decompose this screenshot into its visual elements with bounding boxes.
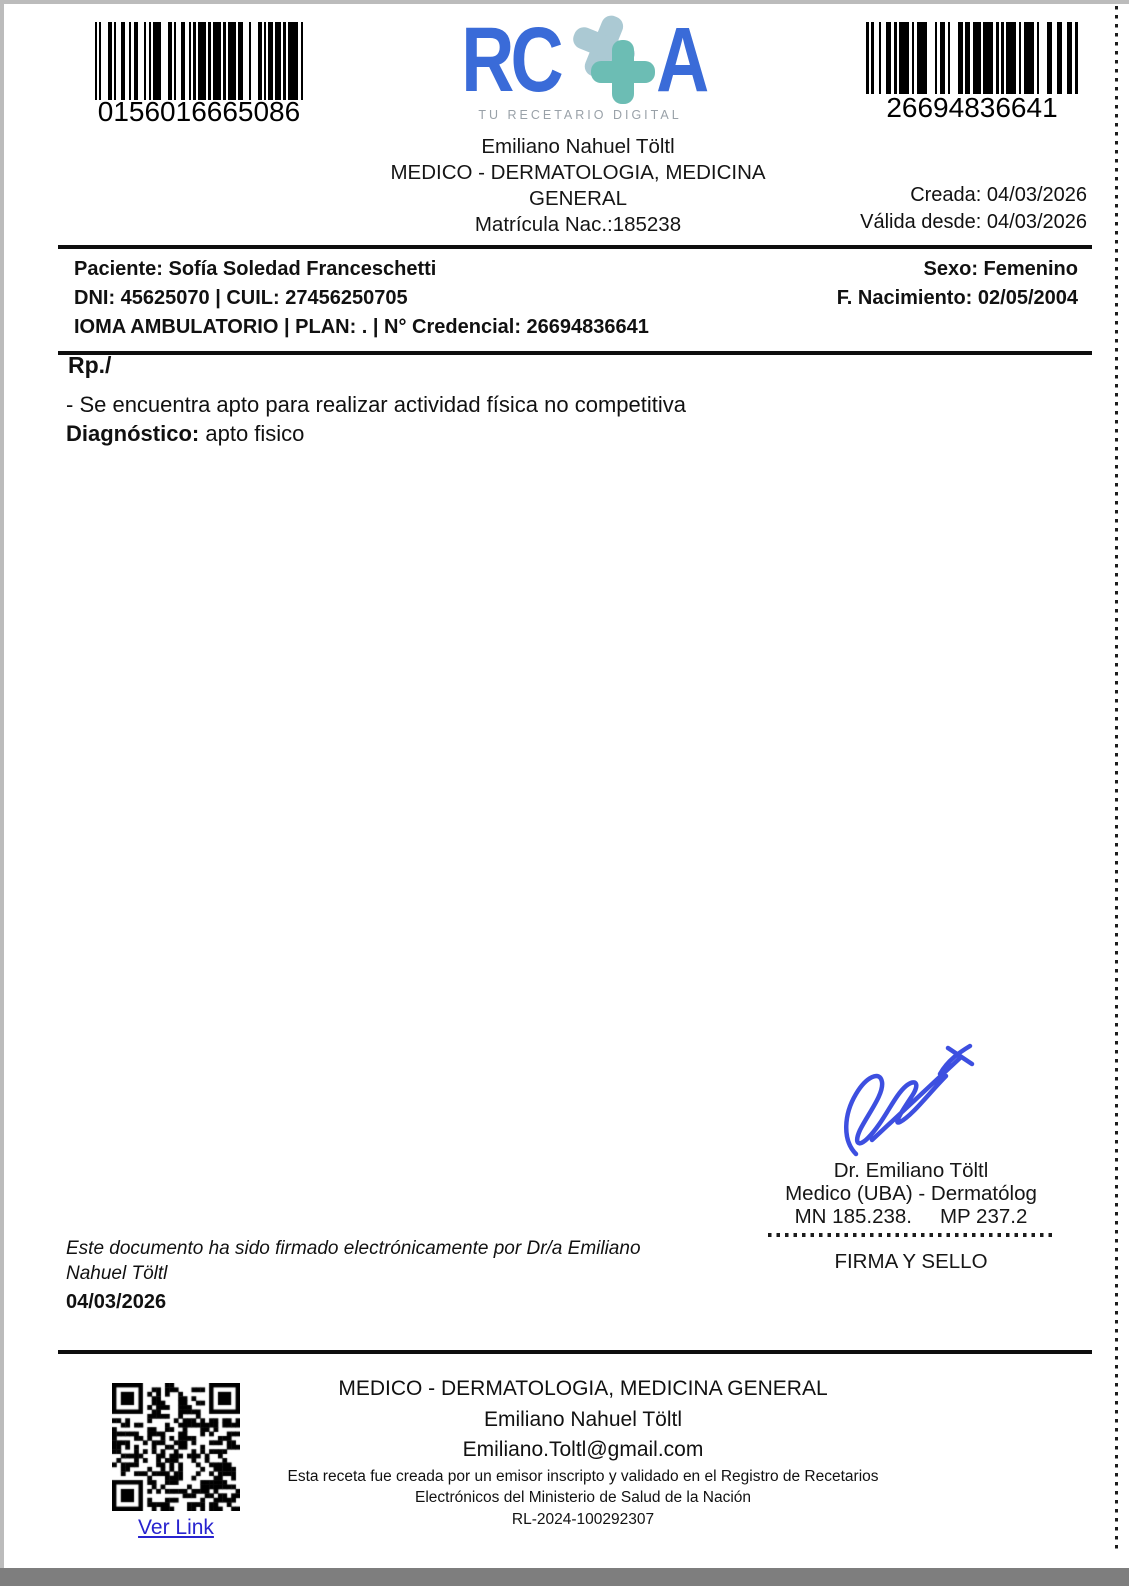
barcode-right-number: 26694836641 <box>886 92 1058 123</box>
perforation-dotted-line <box>1115 6 1118 1550</box>
barcode-right <box>866 22 1078 94</box>
signature-doctor-name: Dr. Emiliano Töltl <box>833 1159 989 1182</box>
patient-detail-line: Paciente: Sofía Soledad Franceschetti <box>74 258 437 280</box>
medical-cross-icon <box>562 13 660 107</box>
footer-registry-line: RL-2024-100292307 <box>511 1510 655 1528</box>
signature-dotted-line <box>768 1233 1054 1237</box>
diagnosis-line <box>66 421 304 447</box>
license-mn: MN 185.238. <box>794 1205 912 1228</box>
signature-doctor-title: Medico (UBA) - Dermatólog <box>785 1182 1037 1205</box>
doctor-info <box>295 134 861 238</box>
page-bottom-bar <box>0 1568 1129 1586</box>
signature-licenses <box>768 1205 1054 1228</box>
created-date: Creada: 04/03/2026 <box>910 184 1087 206</box>
signature-block <box>768 1159 1054 1273</box>
rcta-logo <box>438 9 722 122</box>
doctor-info-line: MEDICO - DERMATOLOGIA, MEDICINA <box>390 161 766 184</box>
footer-issuer-line: MEDICO - DERMATOLOGIA, MEDICINA GENERAL <box>338 1377 828 1400</box>
patient-details <box>74 255 649 342</box>
footer-registry-lines <box>268 1466 898 1531</box>
footer-registry-line: Esta receta fue creada por un emisor inscripto y validado en el Registro de Recetarios <box>287 1467 879 1485</box>
patient-demographic-line: Sexo: Femenino <box>923 258 1078 280</box>
page-left-edge <box>0 0 4 1586</box>
barcode-left-number: 0156016665086 <box>97 96 301 127</box>
ver-link[interactable]: Ver Link <box>138 1516 214 1539</box>
footer-issuer-lines <box>268 1374 898 1466</box>
logo-letters-rc: RC <box>461 9 560 111</box>
prescription-item: - Se encuentra apto para realizar actividad física no competitiva <box>66 392 686 417</box>
signed-date: 04/03/2026 <box>66 1291 167 1313</box>
footer-issuer-block <box>268 1374 898 1530</box>
doctor-signature-scribble <box>828 1030 978 1170</box>
patient-demographics <box>837 255 1078 342</box>
diagnosis-value: apto fisico <box>205 421 305 446</box>
signature-note-line: Este documento ha sido firmado electrónicamente por Dr/a Emiliano <box>66 1238 641 1259</box>
license-mp: MP 237.2 <box>939 1205 1028 1228</box>
doctor-info-line: Emiliano Nahuel Töltl <box>481 135 675 158</box>
valid-from-date: Válida desde: 04/03/2026 <box>860 211 1087 233</box>
barcode-left <box>95 22 303 100</box>
diagnosis-label: Diagnóstico: <box>66 421 200 446</box>
patient-detail-line: IOMA AMBULATORIO | PLAN: . | N° Credencial: 26694836641 <box>74 316 649 338</box>
logo-letter-a: A <box>655 9 706 111</box>
doctor-info-line: Matrícula Nac.:185238 <box>474 213 682 236</box>
logo-tagline: TU RECETARIO DIGITAL <box>478 108 682 122</box>
footer-registry-line: Electrónicos del Ministerio de Salud de la Nación <box>414 1489 751 1506</box>
footer-issuer-line: Emiliano.Toltl@gmail.com <box>462 1438 704 1461</box>
firma-y-sello-caption: FIRMA Y SELLO <box>834 1250 988 1273</box>
patient-detail-line: DNI: 45625070 | CUIL: 27456250705 <box>74 287 408 309</box>
patient-demographic-line: F. Nacimiento: 02/05/2004 <box>836 287 1078 309</box>
footer-divider-line <box>58 1350 1092 1354</box>
signature-note-line: Nahuel Töltl <box>66 1263 168 1284</box>
footer-issuer-line: Emiliano Nahuel Töltl <box>483 1407 683 1431</box>
electronic-signature-note <box>66 1236 706 1286</box>
patient-info-bar <box>58 245 1092 355</box>
qr-code <box>112 1383 240 1511</box>
rp-label: Rp./ <box>68 352 112 378</box>
doctor-info-line: GENERAL <box>529 187 627 210</box>
page-top-edge <box>0 0 1129 4</box>
validity-dates <box>860 182 1087 236</box>
